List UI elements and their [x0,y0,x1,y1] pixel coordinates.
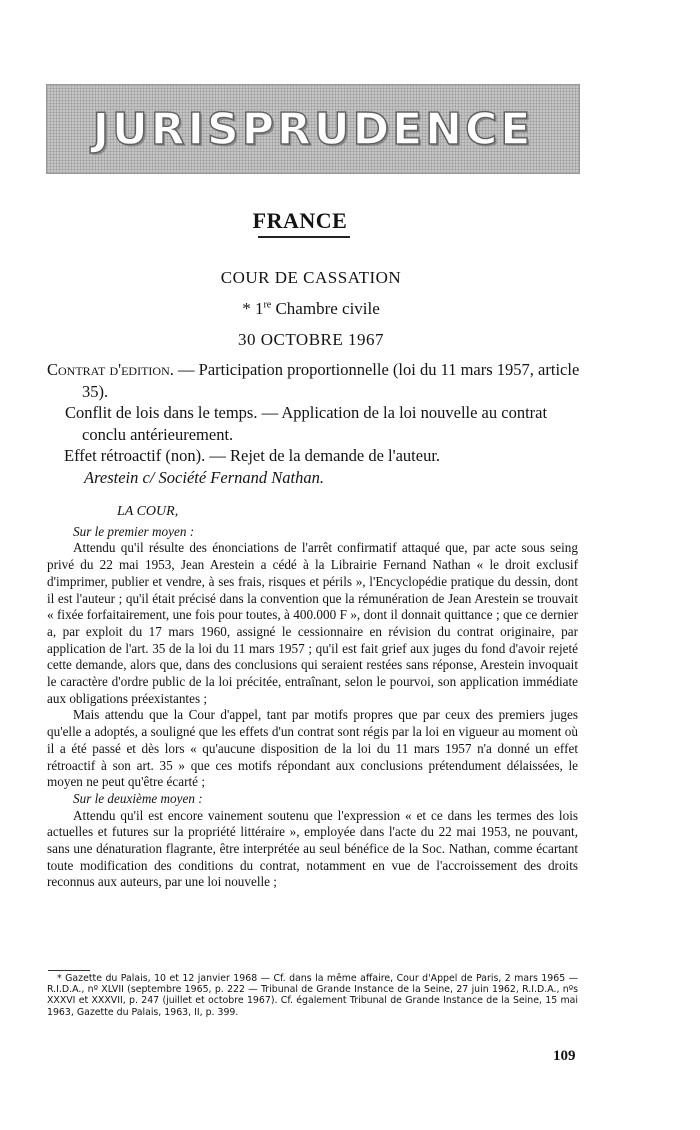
footnote-text: * Gazette du Palais, 10 et 12 janvier 1968 — Cf. dans la même affaire, Cour d'Appel de Paris, 2 mars 1965 — R.I.D.A., nº XLVII (septembre 1965, p. 222 — Tribunal de Grande Instance de la Seine, 27 juin 1962, R.I.D.A., nºs XXXVI et XXXVII, p. 247 (juillet et octobre 1967). Cf. également Tribunal de Grande Instance de la Seine, 15 mai 1963, Gazette du Palais, 1963, II, p. 399. [47,973,578,1018]
judgment-body [47,504,578,891]
chamber-prefix: * 1 [242,299,264,318]
headnote-1-head: Contrat d'edition. [47,360,174,379]
footnote-rule [48,970,90,971]
la-cour: LA COUR, [117,504,179,519]
headnotes [47,359,587,488]
page-number: 109 [553,1048,576,1064]
paragraph-2: Mais attendu que la Cour d'appel, tant par motifs propres que par ceux des premiers juges qu'elle a adoptés, a souligné que les effets d'un contrat sont régis par la loi en vigueur au moment où il a été passé et dès lors « qu'aucune disposition de la loi du 11 mars 1957 n'a donné un effet rétroactif à son art. 35 » que ces motifs répondant aux conclusions prétendument délaissées, le moyen ne peut qu'être écarté ; [47,707,578,790]
ground-heading-2: Sur le deuxième moyen : [73,790,203,806]
headnote-3: Effet rétroactif (non). — Rejet de la demande de l'auteur. [64,446,441,465]
court-name: COUR DE CASSATION [220,268,402,287]
footnote [47,973,578,1018]
chamber-sup: re [263,299,272,311]
parties: Arestein c/ Société Fernand Nathan. [84,467,324,487]
headnote-1 [47,359,587,402]
chamber-line [0,299,622,319]
chamber-suffix: Chambre civile [271,299,380,318]
headnote-2: Conflit de lois dans le temps. — Application de la loi nouvelle au contrat conclu antérieurement. [65,403,548,444]
country-underline [258,236,350,238]
headnote-1-text: — Participation proportionnelle (loi du 11 mars 1957, article 35). [82,360,580,401]
paragraph-3: Attendu qu'il est encore vainement soutenu que l'expression « et ce dans les termes des lois actuelles et futures sur la propriété littéraire », employée dans l'acte du 22 mai 1953, ne pouvant, sans une dénaturation flagrante, être interprétée au seul bénéfice de la Soc. Nathan, comme écartant toute modification des conditions du contrat, notamment en vue de l'accroissement des droits reconnus aux auteurs, par une loi nouvelle ; [47,807,578,890]
jurisprudence-banner [46,84,580,174]
paragraph-1: Attendu qu'il résulte des énonciations de l'arrêt confirmatif attaqué que, par acte sous seing privé du 22 mai 1953, Jean Arestein a cédé à la Librairie Fernand Nathan « le droit exclusif d'imprimer, publier et vendre, à ses frais, risques et périls », l'Encyclopédie pratique du dessin, dont il est l'auteur ; qu'il était précisé dans la convention que la rémunération de Jean Arestein se trouvait « fixée forfaitairement, une fois pour toutes, à 400.000 F », dont il donnait quittance ; que ce dernier a, par exploit du 17 mars 1960, assigné le cessionnaire en révision du contrat originaire, par application de l'art. 35 de la loi du 11 mars 1957 ; qu'il est fait grief aux juges du fond d'avoir rejeté cette demande, alors que, dans des conclusions qui seraient restées sans réponse, Arestein invoquait le caractère d'ordre public de la loi précitée, entraînant, selon le pourvoi, son application immédiate aux obligations préexistantes ; [47,540,578,706]
decision-date: 30 OCTOBRE 1967 [237,330,385,349]
section-title: JURISPRUDENCE [92,103,534,155]
ground-heading-1: Sur le premier moyen : [73,523,195,539]
country-heading: FRANCE [252,208,348,233]
